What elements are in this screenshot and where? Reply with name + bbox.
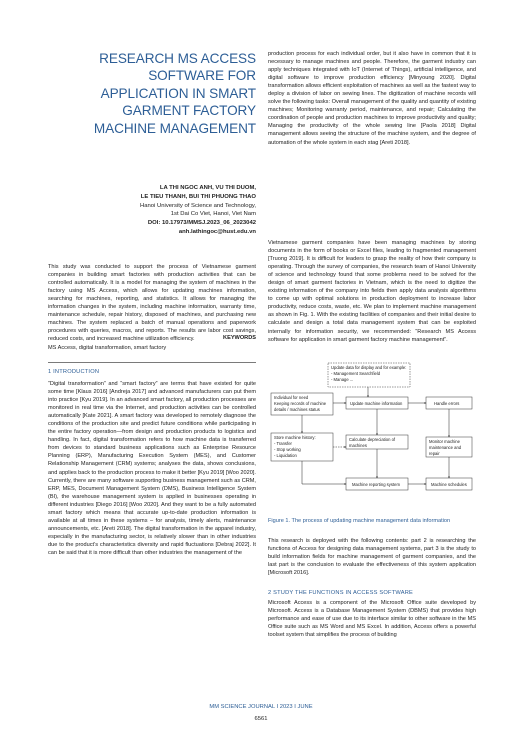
note-line-2: - Management Searchfield (331, 371, 381, 376)
history-line-2: - Transfer (274, 441, 292, 446)
reporting-label: Machine reporting system (352, 482, 400, 487)
journal-footer: MM SCIENCE JOURNAL I 2023 I JUNE (209, 704, 313, 710)
right-paragraph-2: Vietnamese garment companies have been managing machines by storing documents in the form of books or Excel files, leading to fragmented management [Truong 2019]. It is difficult for leaders to grasp the reality of how their company is operating. Through the survey of companies, the research team of Hanoi University of science and technology found that some problems need to be solved for the design of smart garment factories in Vietnam, which is the need to digitize the existing information of the company into fields then apply data analysis algorithms to come up with optimal solutions in production deployment to increase labor productivity, reduce costs, waste, etc. We plan to implement machine management as shown in Fig. 1. With the existing facilities of companies and their initial desire to calculate and design a total data management system that can be exploited internally for information security, we recommended: “Research MS Access software for application in smart garment factory machine management”. (268, 240, 476, 343)
history-line-3: - Stop working (274, 447, 301, 452)
paper-title: RESEARCH MS ACCESS SOFTWARE FOR APPLICATION IN SMART GARMENT FACTORY MACHINE MANAGEMENT (93, 51, 256, 136)
process-diagram (268, 360, 478, 510)
affiliation-1: Hanoi University of Science and Technology, (139, 202, 256, 209)
records-line-2: Keeping records of machine (274, 401, 327, 406)
doi: DOI: 10.17973/MMSJ.2023_06_2023042 (147, 220, 256, 227)
maintenance-line-2: maintenance and (429, 445, 462, 450)
keywords: MS Access, digital transformation, smart factory (48, 345, 167, 351)
schedules-label: Machine schedules (431, 482, 467, 487)
note-line-3: - Manage ... (331, 377, 354, 382)
errors-label: Handle errors (434, 401, 460, 406)
affiliation-2: 1st Dai Co Viet, Hanoi, Viet Nam (170, 211, 256, 218)
author-email[interactable]: anh.lathingoc@hust.edu.vn (178, 228, 256, 235)
page-number: 6561 (254, 716, 268, 722)
keywords-heading: KEYWORDS (223, 335, 256, 341)
author-names-1: LA THI NGOC ANH, VU THI DUOM, (159, 185, 256, 191)
author-names-2: LE TIEU THANH, BUI THI PHUONG THAO (140, 193, 256, 200)
author-block (48, 184, 256, 237)
records-line-3: details / machines status (274, 407, 320, 412)
records-line-1: Individual for need (274, 395, 309, 400)
section-2-heading: 2 STUDY THE FUNCTIONS IN ACCESS SOFTWARE (268, 590, 414, 596)
history-line-1: Store machine history: (274, 435, 316, 440)
abstract: This study was conducted to support the process of Vietnamese garment companies in building smart factories with production activities that can be controlled automatically. It is a model for managing the system of machines in the factory using MS Access, which allows for updating machines information, searching for machines, reporting, and statistics. It allows for managing the information changes in the system, including machine information, warranty time, maintenance schedule, repair history, disposed of machines, and purchasing new machines. The system replaced a batch of manual operations and paperwork procedures with queries, macros, and reports. The results are labor cost savings, reduced costs, and increased machine utilization efficiency. (48, 264, 256, 343)
depreciation-line-2: machines (349, 443, 367, 448)
right-paragraph-1: production process for each individual order, but it also have in common that it is necessary to manage machines and people. Therefore, the garment industry can apply techniques integrated with IoT (Internet of Things), artificial intelligence, and digital software to improve production efficiency [Minyoung 2020]. Digital transformation allows efficient exploitation of machines as well as the fastest way to deploy a division of labor on sewing lines. The digitization of machine records will solve the following tasks: Overall management of the quality and quantity of existing machines; Monitoring warranty period, maintenance, and repair; Calculating the coordination of people and production machines to improve productivity and quality; Managing the productivity of the whole sewing line [Paola 2018] Digital management allows seeing the structure of the machine system, and the degree of automation of the whole system in each stag [Areti 2018]. (268, 51, 476, 146)
history-line-4: - Liquidation (274, 453, 297, 458)
maintenance-line-1: Monitor machine (429, 439, 460, 444)
section-1-heading: 1 INTRODUCTION (48, 369, 100, 375)
figure-1-caption: Figure 1. The process of updating machine management data information (268, 518, 451, 524)
note-line-1: Update data for display and for example: (331, 365, 407, 370)
update-label: Update machine information (350, 401, 403, 406)
right-paragraph-3: This research is deployed with the following contents: part 2 is researching the functions of Access for designing data management systems, part 3 is the study to build information fields for machine management of garment companies, and the last part is the conclusion to evaluate the effectiveness of this system application [Microsoft 2016]. (268, 538, 476, 577)
section-divider (48, 362, 256, 363)
section-1-body: “Digital transformation” and “smart factory” are terms that have existed for quite some time [Klaus 2016] [Andreja 2017] and advanced manufacturers can put them into practice [Kyu 2019]. In an advanced smart factory, all production processes are monitored in real time via the Internet, and production activities can be controlled automatically [Kate 2021]. A smart factory was developed to remotely diagnose the conditions of the production site and predict future conditions while participating in the entire factory operation—from design and production products to logistics and handling. In fact, digital transformation refers to how machine data is transferred from devices to standard business applications such as Enterprise Resource Planning (ERP), Manufacturing Execution System (MES), and Customer Relationship Management (CRM) systems; analyses the data, shows conclusions, and applies back to the production process to make it better [Kyu 2019] [Woo 2020]. Currently, there are many software supporting business management such as CRM, ERP, MES, Document Management System (DMS), Business Intelligence System (BI), the warehouse management system is applied in businesses operating in different industries [Diego 2016] [Woo 2020]. And they want to be a fully automated smart factory which means that accurate up-to-date production information is available at all times in these systems – for analysis, timely alerts, maintenance announcements, etc. [Areti 2018]. The digital transformation in the apparel industry, especially in the manufacturing sector, is relatively slower than in other industries due to the product’s characteristics diversity and rapid fluctuations [Debraj 2022]. It can be said that it is more difficult than other industries the management of the (48, 381, 256, 556)
figure-1-diagram (268, 360, 478, 510)
depreciation-line-1: Calculate depreciation of (349, 437, 396, 442)
maintenance-line-3: repair (429, 451, 440, 456)
right-paragraph-4: Microsoft Access is a component of the Microsoft Office suite developed by Microsoft. Access is a Database Management System (DBMS) that provides high performance and ease of use due to its interface similar to other software in the MS Office suite such as MS Word and MS Excel. In addition, Access offers a powerful toolset system that simplifies the process of building (268, 600, 476, 639)
